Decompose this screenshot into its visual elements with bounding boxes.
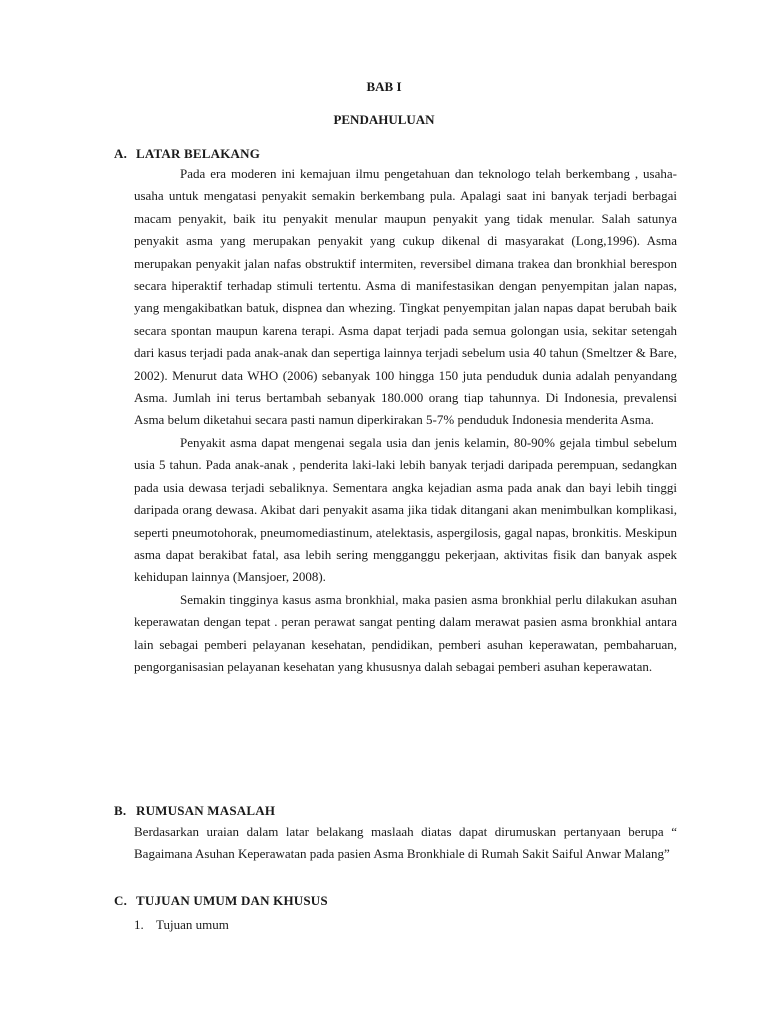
section-b-body xyxy=(134,821,677,866)
section-a-paragraph: Penyakit asma dapat mengenai segala usia dan jenis kelamin, 80-90% gejala timbul sebelum usia 5 tahun. Pada anak-anak , penderita laki-laki lebih banyak terjadi daripada perempuan, sedangkan pada usia dewasa terjadi sebaliknya. Sementara angka kejadian asma pada anak dan bayi lebih tinggi daripada orang dewasa. Akibat dari penyakit asama jika tidak ditangani akan menimbulkan komplikasi, seperti pneumotohorak, pneumomediastinum, atelektasis, aspergilosis, gagal napas, bronkitis. Meskipun asma dapat berakibat fatal, asa lebih sering mengganggu pekerjaan, aktivitas fisik dan banyak aspek kehidupan lainnya (Mansjoer, 2008). xyxy=(134,434,677,585)
list-item-label: Tujuan umum xyxy=(156,917,229,932)
section-c-title: TUJUAN UMUM DAN KHUSUS xyxy=(136,893,328,908)
section-b-paragraph: Berdasarkan uraian dalam latar belakang maslaah diatas dapat dirumuskan pertanyaan berupa “ Bagaimana Asuhan Keperawatan pada pasien Asma Bronkhiale di Rumah Sakit Saiful Anwar Malang” xyxy=(134,824,677,862)
section-a-title: LATAR BELAKANG xyxy=(136,146,261,161)
section-a-paragraph: Semakin tingginya kasus asma bronkhial, maka pasien asma bronkhial perlu dilakukan asuhan keperawatan dengan tepat . peran perawat sangat penting dalam merawat pasien asma bronkhial antara lain sebagai pemberi pelayanan kesehatan, pendidikan, pemberi asuhan keperawatan, pembaharuan, pengorganisasian pelayanan kesehatan yang khususnya dalah sebagai pemberi asuhan keperawatan. xyxy=(134,591,677,674)
section-c-letter: C. xyxy=(114,893,128,908)
list-item-number: 1. xyxy=(134,917,144,932)
section-b-letter: B. xyxy=(114,803,127,818)
section-a-paragraph: Pada era moderen ini kemajuan ilmu pengetahuan dan teknologo telah berkembang , usaha-usaha untuk mengatasi penyakit semakin berkembang pula. Apalagi saat ini banyak terjadi berbagai macam penyakit, baik itu penyakit menular maupun penyakit yang tidak menular. Salah satunya penyakit asma yang merupakan penyakit yang cukup dikenal di masyarakat (Long,1996). Asma merupakan penyakit jalan nafas obstruktif intermiten, reversibel dimana trakea dan bronkhial berespon secara hiperaktif terhadap stimuli tertentu. Asma di manifestasikan dengan penyempitan jalan napas, yang mengakibatkan batuk, dispnea dan whezing. Tingkat penyempitan jalan napas dapat berubah baik secara spontan maupun karena terapi. Asma dapat terjadi pada semua golongan usia, sekitar setengah dari kasus terjadi pada anak-anak dan sepertiga lainnya terjadi sebelum usia 40 tahun (Smeltzer & Bare, 2002). Menurut data WHO (2006) sebanyak 100 hingga 150 juta penduduk dunia adalah penyandang Asma. Jumlah ini terus bertambah sebanyak 180.000 orang tiap tahunnya. Di Indonesia, prevalensi Asma belum diketahui secara pasti namun diperkirakan 5-7% penduduk Indonesia menderita Asma. xyxy=(134,166,677,428)
section-b-title: RUMUSAN MASALAH xyxy=(136,803,276,818)
list-item xyxy=(134,917,229,933)
chapter-number: BAB I xyxy=(366,79,402,94)
chapter-title: PENDAHULUAN xyxy=(333,112,435,127)
section-a-heading xyxy=(114,146,260,162)
section-b-heading xyxy=(114,803,275,819)
section-a-letter: A. xyxy=(114,146,128,161)
section-c-heading xyxy=(114,893,328,909)
section-a-body xyxy=(134,163,677,678)
